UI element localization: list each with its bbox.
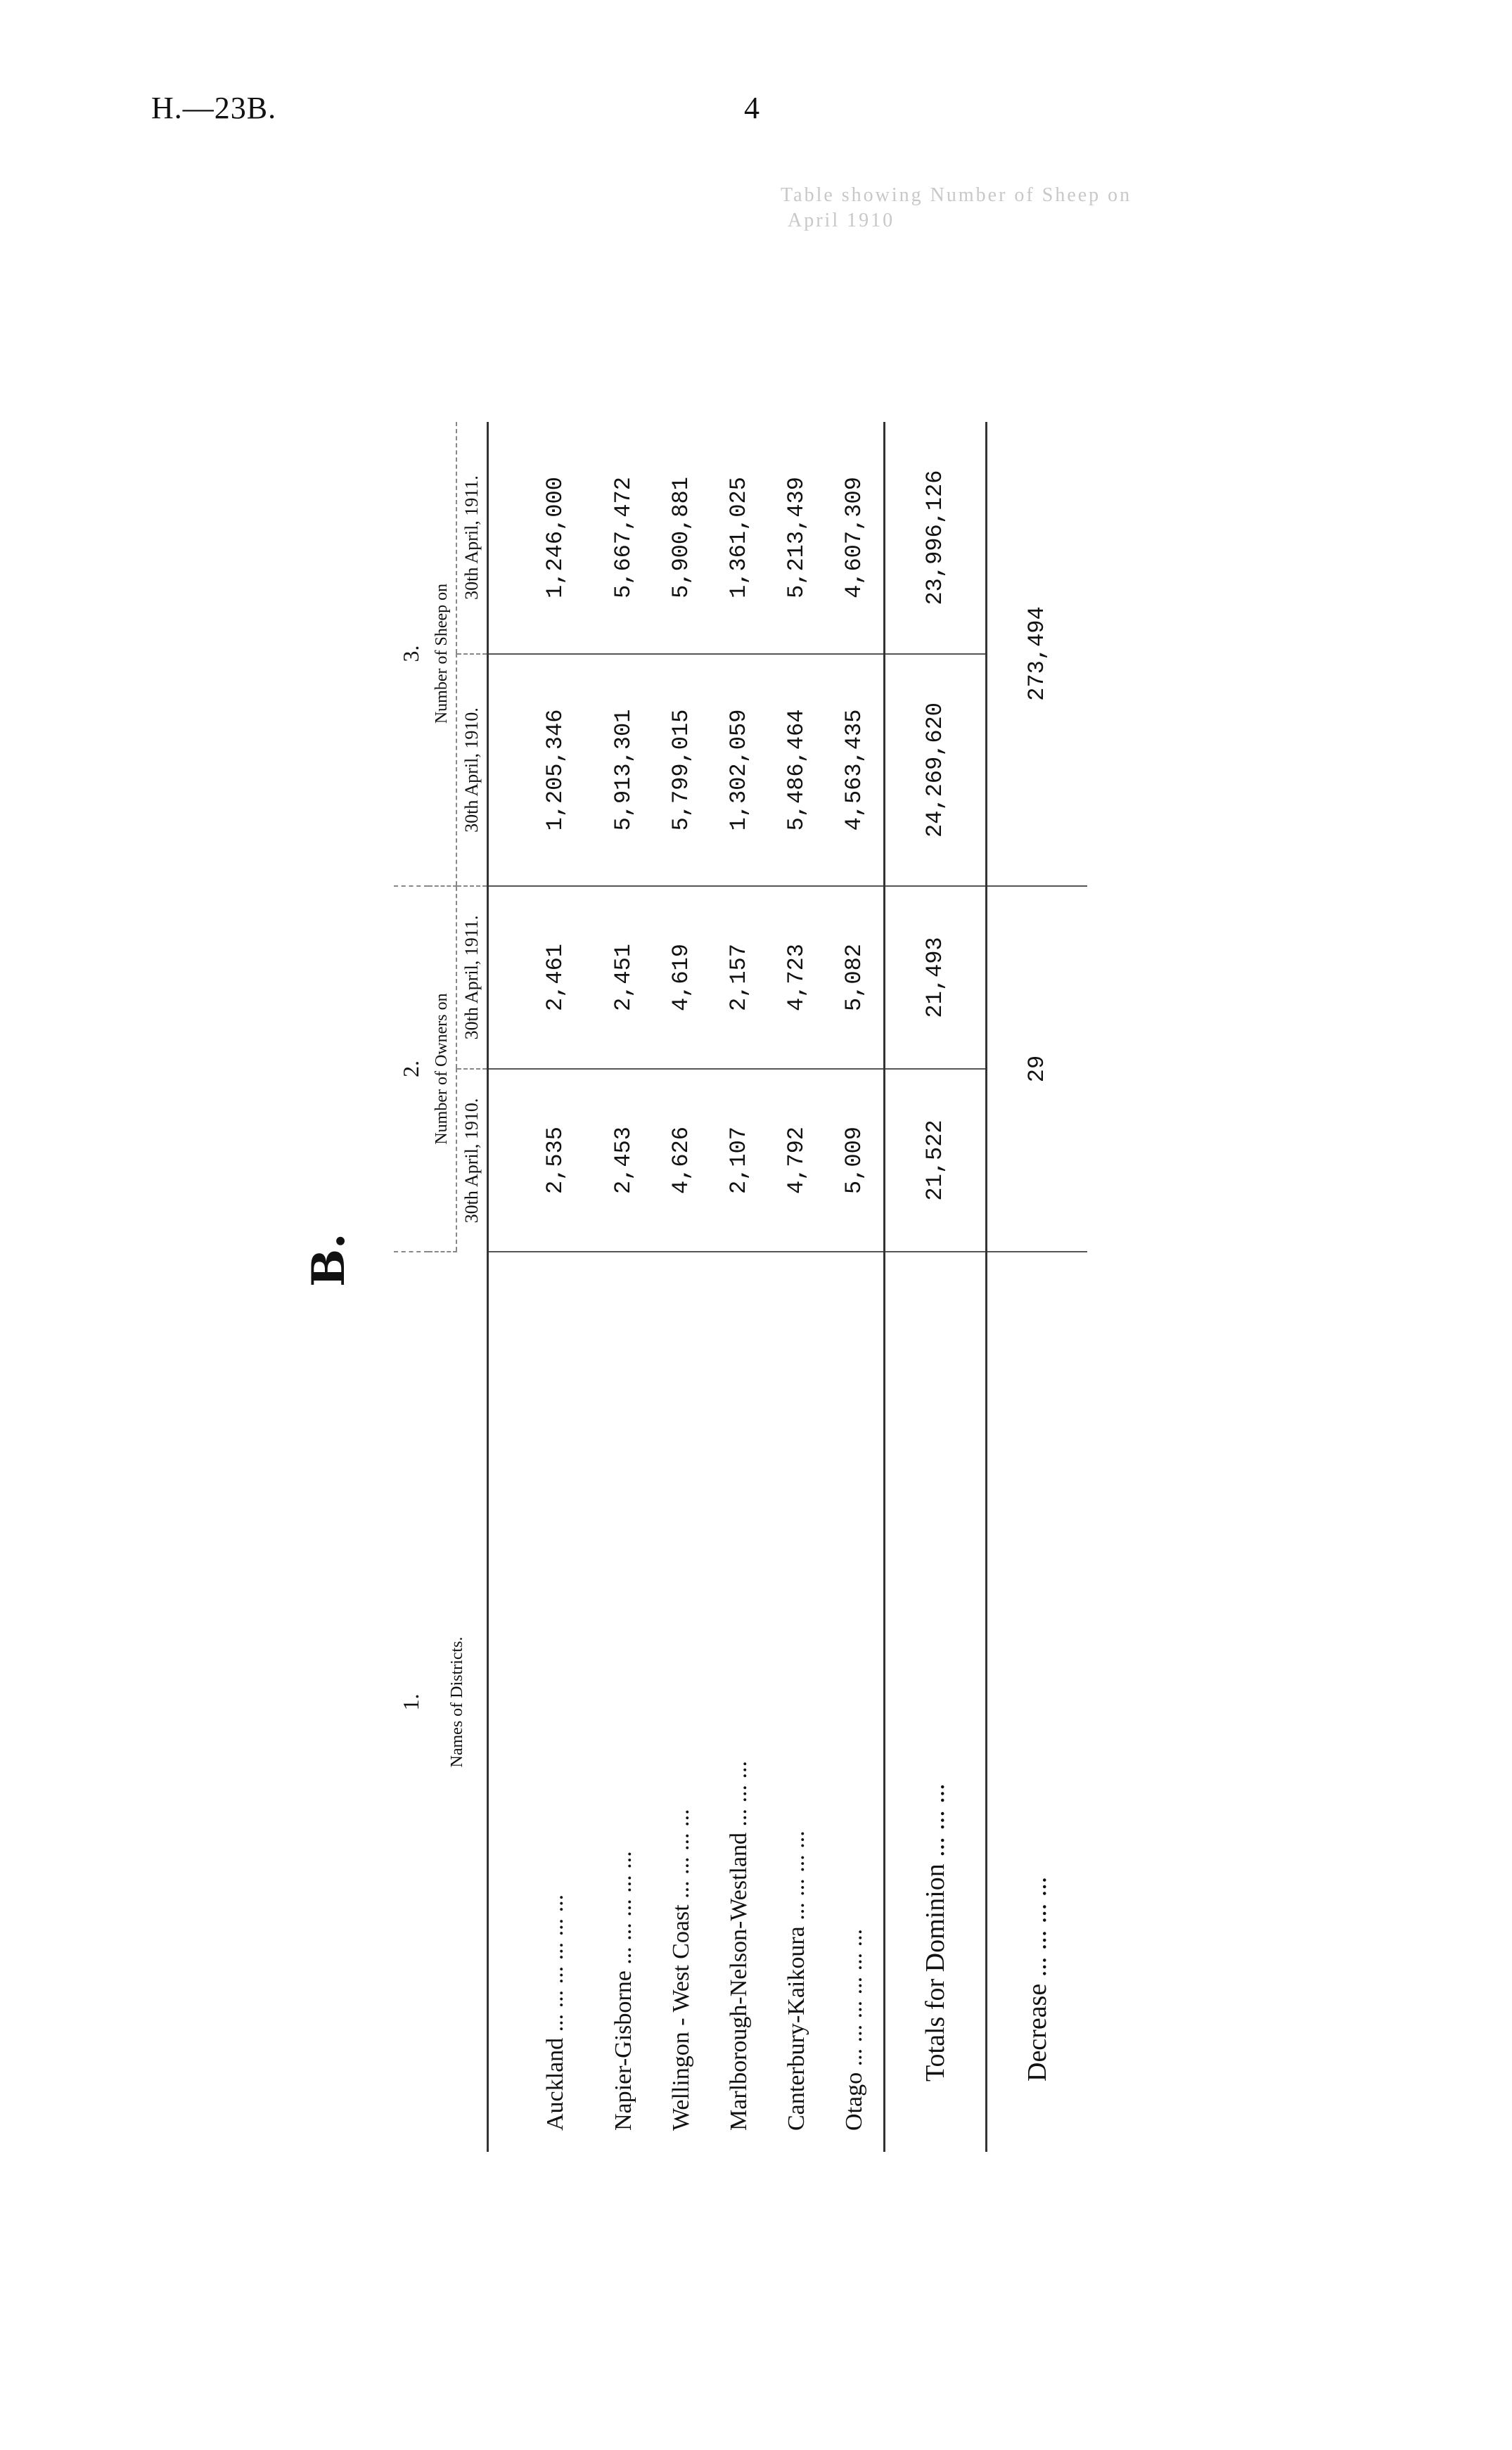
sheep-1910: 5,486,464 [768,654,826,886]
decrease-row [986,422,1087,2152]
table-row [653,422,710,2152]
owners-1911: 2,157 [710,886,768,1069]
sheep-1910: 4,563,435 [826,654,885,886]
owners-1910: 4,626 [653,1069,710,1252]
owners-1911: 4,723 [768,886,826,1069]
sheep-owners-table [394,422,1087,2152]
col3-sub-1910: 30th April, 1910. [456,654,487,886]
owners-1911: 2,451 [595,886,653,1069]
decrease-sheep: 273,494 [986,422,1087,886]
sheep-1911: 5,667,472 [595,422,653,654]
faint-bleedthrough-line: Table showing Number of Sheep on [781,184,1132,206]
owners-1911: 2,461 [487,886,595,1069]
district-name: Otago ... ... ... ... ... ... [840,1928,867,2131]
sheep-1910: 1,205,346 [487,654,595,886]
rotated-table-block [302,408,1181,2166]
owners-1910: 2,453 [595,1069,653,1252]
col2-title: Number of Owners on [428,886,456,1252]
sheep-1911: 4,607,309 [826,422,885,654]
col1-title: Names of Districts. [447,1636,466,1768]
col3-sub-1911: 30th April, 1911. [456,422,487,654]
owners-1910: 4,792 [768,1069,826,1252]
sheep-1911: 1,246,000 [487,422,595,654]
sheep-1911: 1,361,025 [710,422,768,654]
decrease-label: Decrease ... ... ... ... [986,1252,1087,2152]
table-row [487,422,595,2152]
totals-owners-1910: 21,522 [884,1069,986,1252]
sheep-1911: 5,900,881 [653,422,710,654]
sheep-1910: 5,913,301 [595,654,653,886]
totals-label: Totals for Dominion ... ... ... [884,1252,986,2152]
decrease-owners: 29 [986,886,1087,1252]
faint-bleedthrough-line: April 1910 [788,210,895,231]
district-name: Marlborough-Nelson-Westland ... ... ... [725,1760,752,2131]
col3-title: Number of Sheep on [428,422,456,886]
totals-sheep-1911: 23,996,126 [884,422,986,654]
district-name: Canterbury-Kaikoura ... ... ... ... [783,1830,809,2131]
owners-1911: 4,619 [653,886,710,1069]
sheep-1910: 1,302,059 [710,654,768,886]
col2-number: 2. [394,886,428,1252]
district-name: Wellingon - West Coast ... ... ... ... [667,1809,694,2131]
sheep-1911: 5,213,439 [768,422,826,654]
page-number: 4 [744,91,760,125]
section-title: B. [302,1233,355,1287]
owners-1910: 2,107 [710,1069,768,1252]
col3-number: 3. [394,422,428,886]
col2-sub-1910: 30th April, 1910. [456,1069,487,1252]
sheep-1910: 5,799,015 [653,654,710,886]
district-name: Napier-Gisborne ... ... ... ... ... [610,1851,636,2131]
district-name: Auckland ... ... ... ... ... ... [487,1252,595,2152]
owners-1910: 2,535 [487,1069,595,1252]
totals-sheep-1910: 24,269,620 [884,654,986,886]
totals-row [884,422,986,2152]
col2-sub-1911: 30th April, 1911. [456,886,487,1069]
owners-1910: 5,009 [826,1069,885,1252]
report-reference: H.—23B. [151,91,277,125]
table-row [595,422,653,2152]
owners-1911: 5,082 [826,886,885,1069]
table-row [710,422,768,2152]
totals-owners-1911: 21,493 [884,886,986,1069]
table-row [768,422,826,2152]
col1-number: 1. [398,1693,423,1711]
table-row [826,422,885,2152]
